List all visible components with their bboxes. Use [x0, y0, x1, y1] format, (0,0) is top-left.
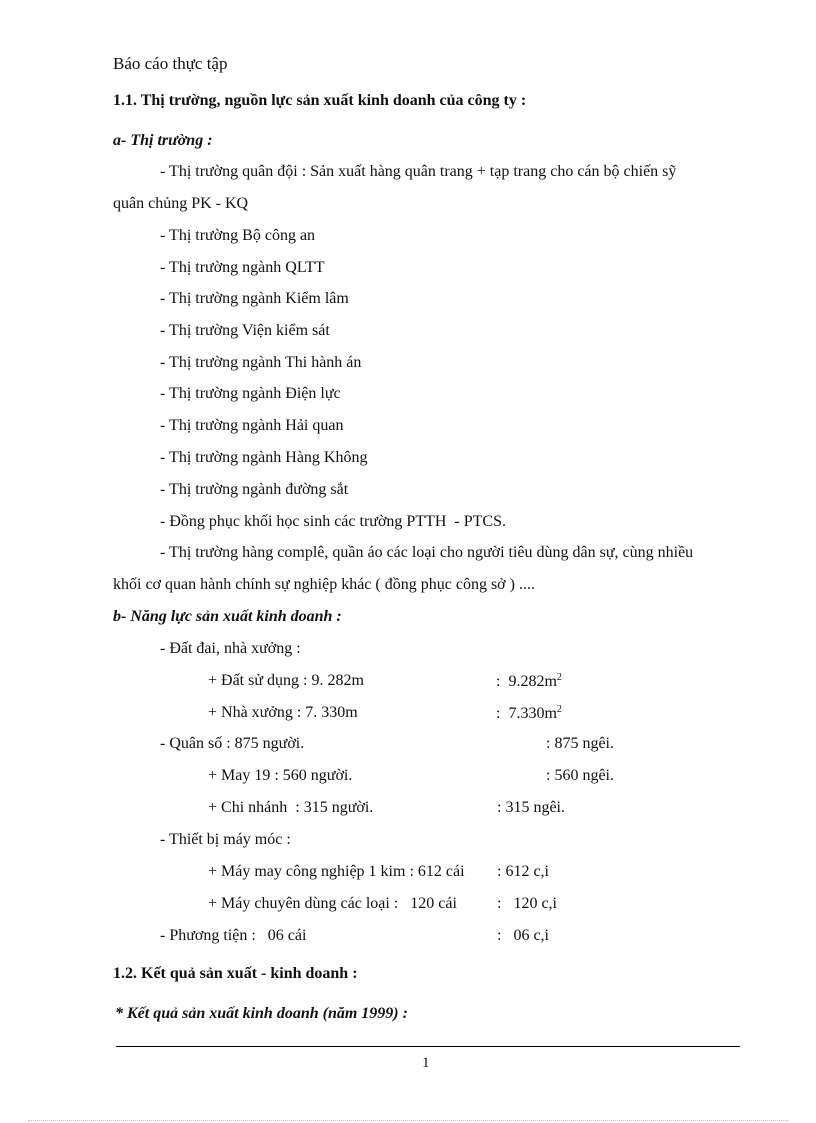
may19-value: : 560 ngêi. — [546, 767, 614, 784]
vehicles-value: : 06 c,i — [497, 927, 549, 944]
page-edge-dots — [28, 1120, 788, 1121]
subsection-a-heading: a- Thị trường : — [113, 132, 213, 149]
list-item: - Thị trường ngành Hải quan — [160, 417, 344, 434]
list-item: - Thị trường ngành Kiểm lâm — [160, 290, 349, 307]
vehicles-label: - Phương tiện : 06 cái — [160, 927, 307, 944]
workshop-value: : $7.330m^2$ — [496, 704, 562, 722]
paragraph-line: khối cơ quan hành chính sự nghiệp khác ( đồng phục công sở ) .... — [113, 576, 535, 593]
list-item: - Đất đai, nhà xưởng : — [160, 640, 301, 657]
list-item: - Thị trường ngành Thi hành án — [160, 354, 362, 371]
subsection-b-heading: b- Năng lực sản xuất kinh doanh : — [113, 608, 342, 625]
list-item: - Thị trường ngành Điện lực — [160, 385, 341, 402]
sewing-machine-label: + Máy may công nghiệp 1 kim : 612 cái — [208, 863, 465, 880]
workshop-label: + Nhà xưởng : 7. 330m — [208, 704, 358, 721]
may19-label: + May 19 : 560 người. — [208, 767, 353, 784]
land-used-label: + Đất sử dụng : 9. 282m — [208, 672, 364, 689]
sewing-machine-value: : 612 c,i — [497, 863, 549, 880]
section-1-heading: 1.1. Thị trường, nguồn lực sản xuất kinh doanh của công ty : — [113, 92, 527, 109]
special-machine-value: : 120 c,i — [497, 895, 557, 912]
section-2-heading: 1.2. Kết quả sản xuất - kinh doanh : — [113, 965, 358, 982]
list-item: - Thị trường Viện kiểm sát — [160, 322, 330, 339]
paragraph-line: - Thị trường hàng complê, quần áo các loại cho người tiêu dùng dân sự, cùng nhiều — [160, 544, 694, 561]
branch-label: + Chi nhánh : 315 người. — [208, 799, 374, 816]
section-2-subheading: * Kết quả sản xuất kinh doanh (năm 1999) : — [115, 1005, 408, 1022]
paragraph-line: quân chủng PK - KQ — [113, 195, 249, 212]
land-used-value: : $9.282m^2$ — [496, 672, 562, 690]
list-item: - Thiết bị máy móc : — [160, 831, 291, 848]
list-item: - Thị trường ngành QLTT — [160, 259, 325, 276]
staff-value: : 875 ngêi. — [546, 735, 614, 752]
branch-value: : 315 ngêi. — [497, 799, 565, 816]
page-number: 1 — [422, 1055, 430, 1071]
footer-rule — [116, 1046, 740, 1047]
special-machine-label: + Máy chuyên dùng các loại : 120 cái — [208, 895, 457, 912]
list-item: - Thị trường ngành Hàng Không — [160, 449, 368, 466]
list-item: - Thị trường Bộ công an — [160, 227, 316, 244]
page-title: Báo cáo thực tập — [113, 54, 228, 73]
list-item: - Thị trường ngành đường sắt — [160, 481, 349, 498]
staff-label: - Quân số : 875 người. — [160, 735, 305, 752]
paragraph-line: - Thị trường quân đội : Sản xuất hàng quân trang + tạp trang cho cán bộ chiến sỹ — [160, 163, 677, 180]
list-item: - Đồng phục khối học sinh các trường PTTH - PTCS. — [160, 513, 506, 530]
